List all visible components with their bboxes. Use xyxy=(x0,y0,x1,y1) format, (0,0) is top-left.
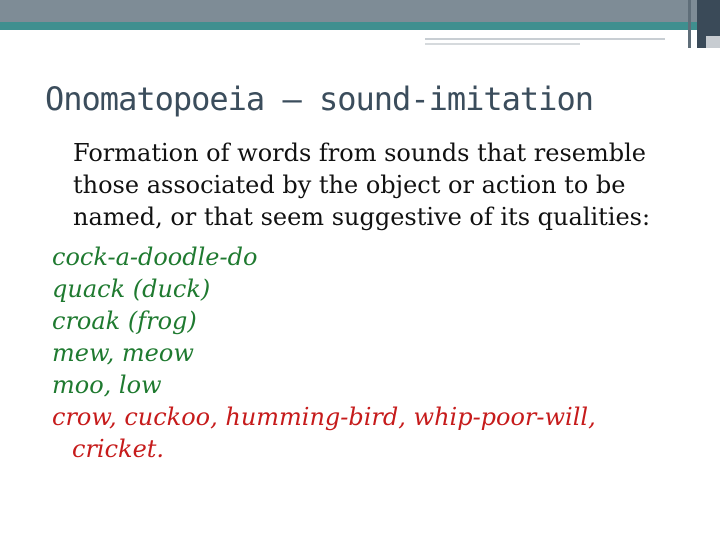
header-banner-gray xyxy=(0,0,720,22)
example-item: quack (duck) xyxy=(52,275,211,303)
example-item-birds xyxy=(52,401,652,465)
example-birds-line2: cricket. xyxy=(72,435,165,463)
slide-title: Onomatopoeia – sound-imitation xyxy=(45,80,593,118)
header-banner-teal xyxy=(0,22,720,30)
example-item: moo, low xyxy=(52,371,162,399)
examples-list xyxy=(52,241,652,465)
example-item: croak (frog) xyxy=(52,307,197,335)
header-banner-accent xyxy=(706,36,720,48)
header-rule-short xyxy=(425,43,580,45)
example-birds-line1: crow, cuckoo, humming-bird, whip-poor-will, xyxy=(52,403,596,431)
example-item: mew, meow xyxy=(52,339,194,367)
example-item: cock-a-doodle-do xyxy=(52,243,258,271)
definition-text: Formation of words from sounds that resemble those associated by the object or action to be named, or that seem suggestive of its qualities: xyxy=(73,139,651,231)
header-rule-long xyxy=(425,38,665,40)
header-banner-divider xyxy=(688,0,691,48)
